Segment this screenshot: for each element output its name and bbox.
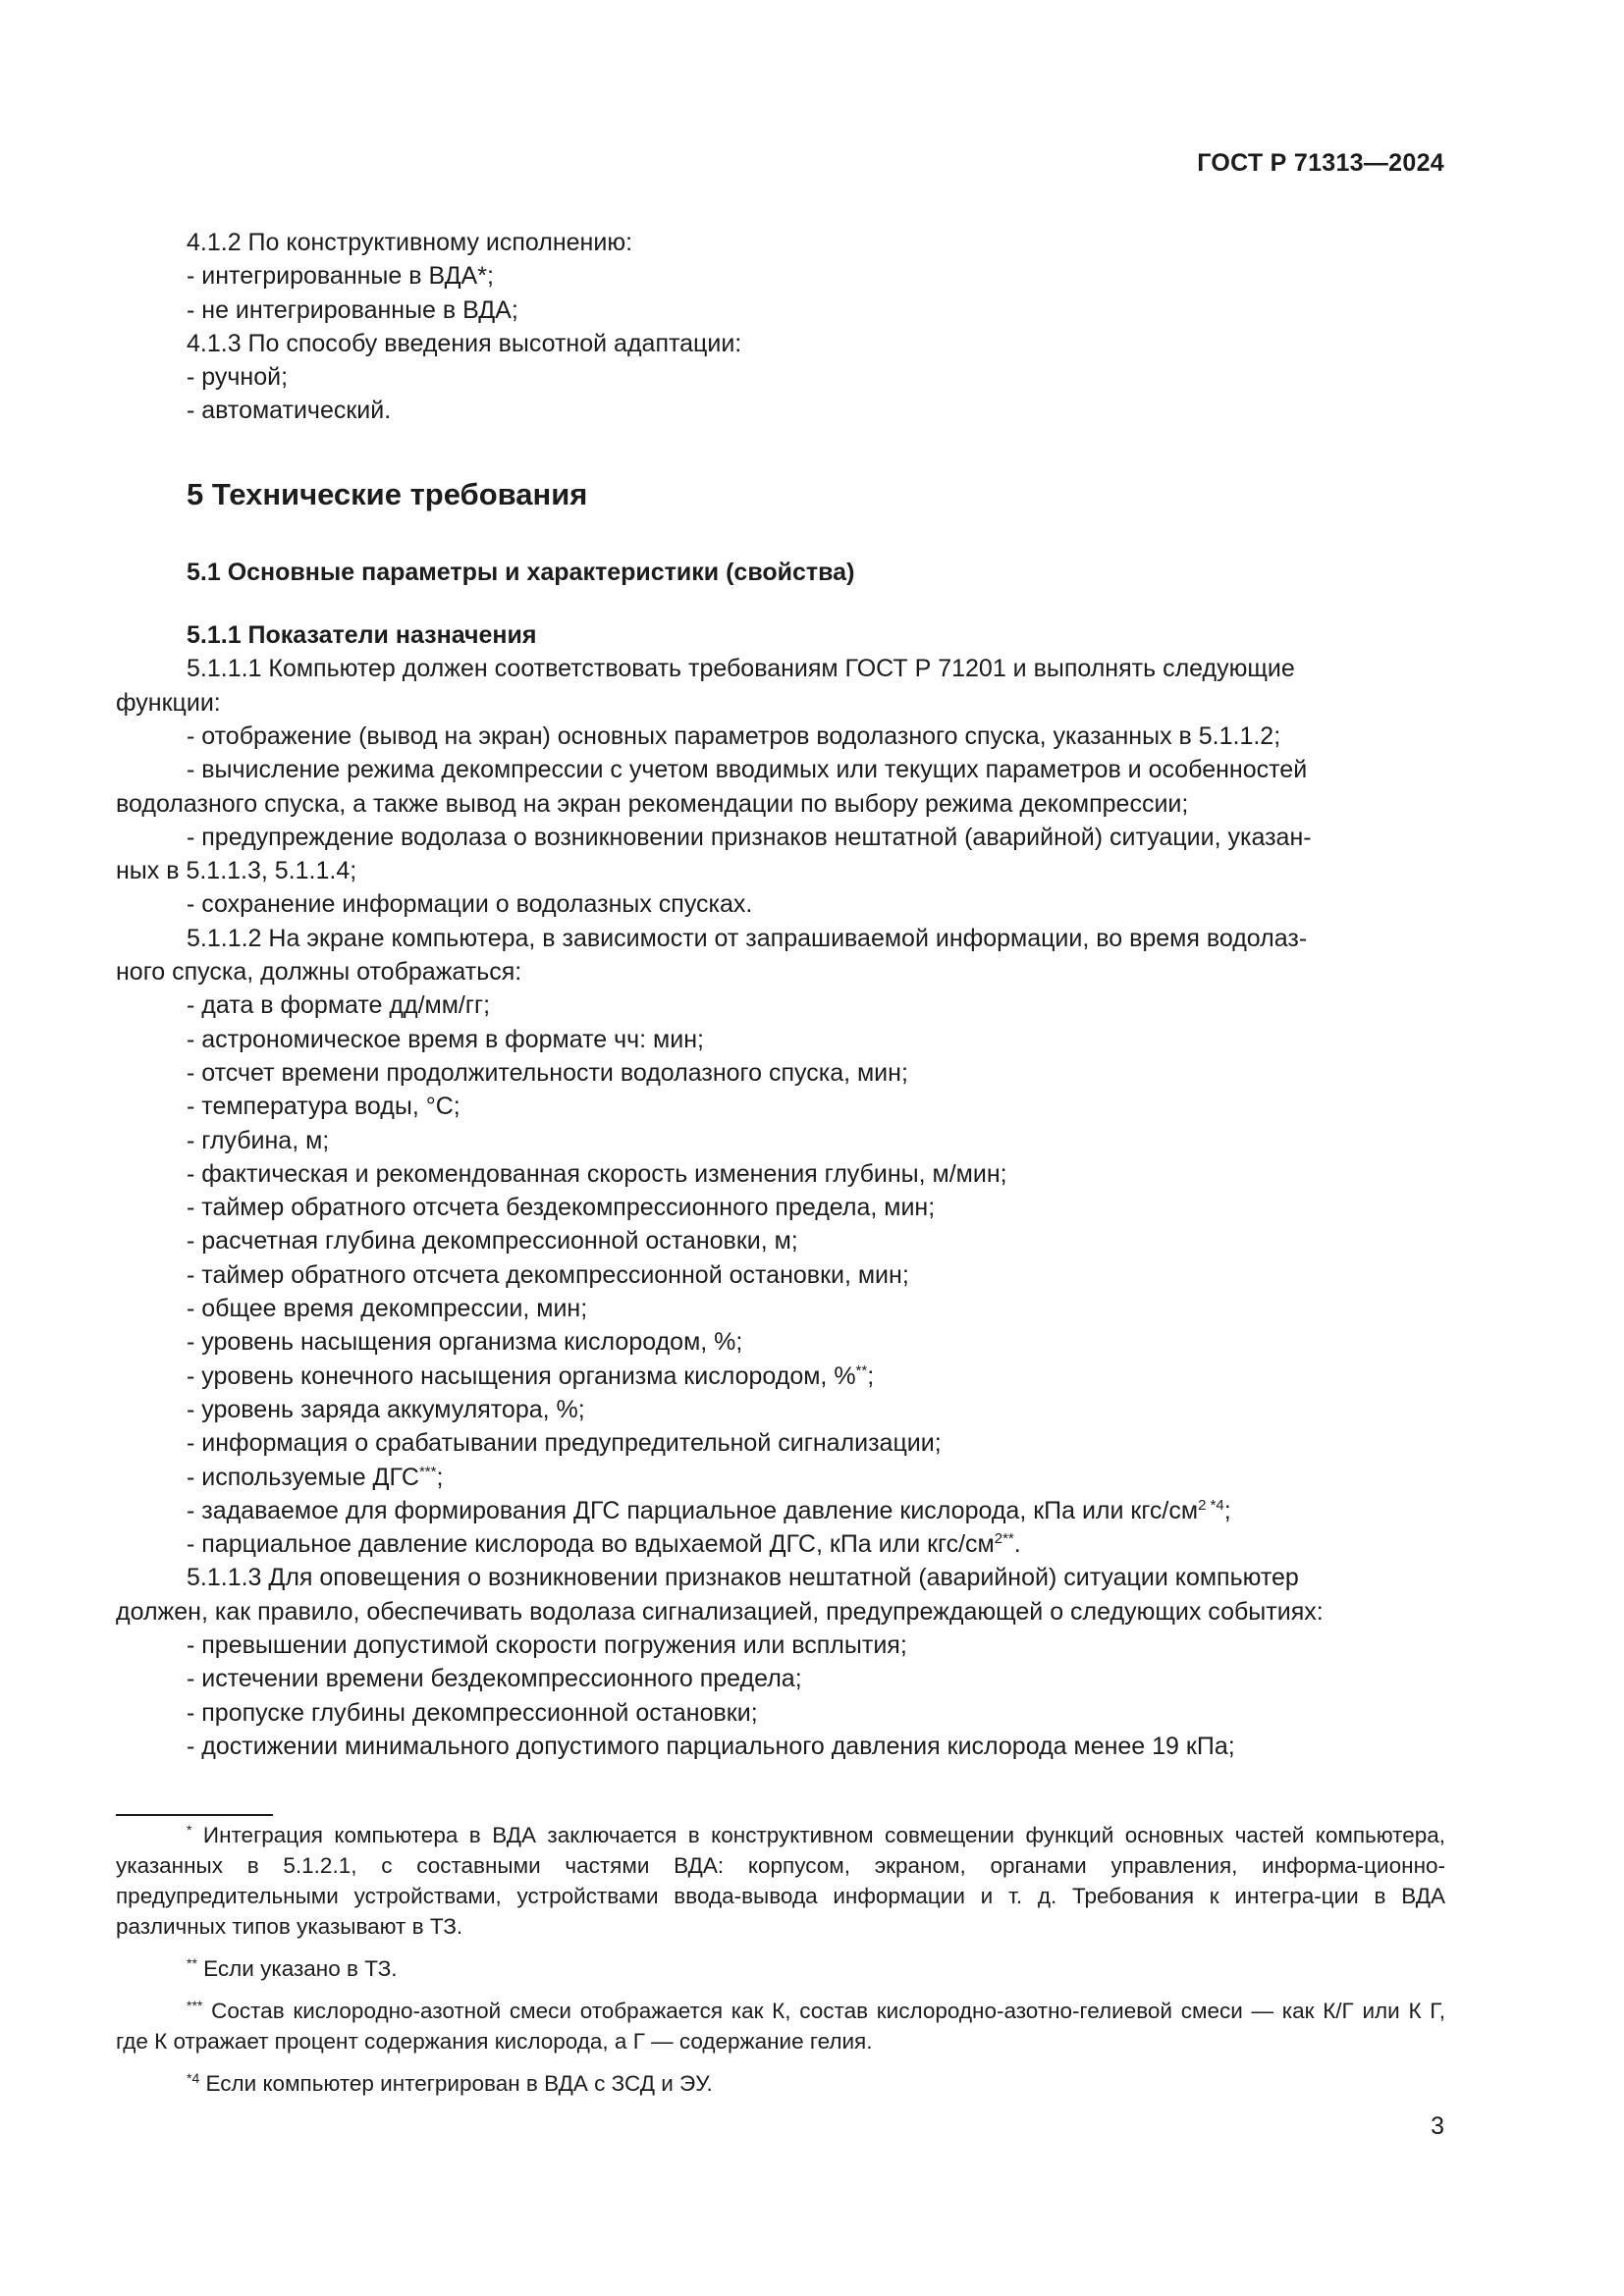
superscript: 2 *4 bbox=[1198, 1496, 1224, 1514]
clause-4-1-3: 4.1.3 По способу введения высотной адаптации: bbox=[187, 329, 742, 357]
section-5-heading: 5 Технические требования bbox=[187, 476, 588, 511]
list-item-continuation: ных в 5.1.1.3, 5.1.1.4; bbox=[116, 857, 357, 885]
footnote-ref: ** bbox=[855, 1362, 868, 1379]
list-item: - таймер обратного отсчета декомпрессионной остановки, мин; bbox=[187, 1260, 909, 1289]
list-item: - используемые ДГС***; bbox=[187, 1463, 444, 1491]
list-item: - истечении времени бездекомпрессионного предела; bbox=[187, 1665, 802, 1693]
list-item: - глубина, м; bbox=[187, 1126, 330, 1154]
clause-5-1-1-2: 5.1.1.2 На экране компьютера, в зависимости от запрашиваемой информации, во время водолаз- bbox=[187, 924, 1308, 952]
list-item: - вычисление режима декомпрессии с учетом вводимых или текущих параметров и особенностей bbox=[187, 756, 1308, 784]
list-item-continuation: водолазного спуска, а также вывод на экран рекомендации по выбору режима декомпрессии; bbox=[116, 789, 1189, 818]
list-item: - достижении минимального допустимого парциального давления кислорода менее 19 кПа; bbox=[187, 1732, 1235, 1760]
document-body bbox=[116, 226, 1445, 1763]
footnotes bbox=[116, 1820, 1445, 2099]
list-item: - отображение (вывод на экран) основных параметров водолазного спуска, указанных в 5.1.1.2; bbox=[187, 721, 1281, 750]
list-item: - расчетная глубина декомпрессионной остановки, м; bbox=[187, 1227, 798, 1255]
list-item: - превышении допустимой скорости погружения или всплытия; bbox=[187, 1630, 907, 1659]
list-item: - задаваемое для формирования ДГС парциальное давление кислорода, кПа или кгс/$см^{2 *4}$; bbox=[187, 1496, 1231, 1524]
clause-4-1-2: 4.1.2 По конструктивному исполнению: bbox=[187, 229, 633, 256]
clause-5-1-1-1: 5.1.1.1 Компьютер должен соответствовать требованиям ГОСТ Р 71201 и выполнять следующие bbox=[187, 655, 1295, 683]
list-item: - отсчет времени продолжительности водолазного спуска, мин; bbox=[187, 1058, 908, 1087]
list-item: - дата в формате дд/мм/гг; bbox=[187, 991, 491, 1020]
footnote-divider bbox=[116, 1814, 273, 1816]
list-item: - уровень конечного насыщения организма кислородом, %**; bbox=[187, 1362, 875, 1390]
footnote-1: * Интеграция компьютера в ВДА заключается в конструктивном совмещении функций основных частей компьютера, указанных в 5.1.2.1, с составными частями ВДА: корпусом, экраном, органами управления, информа-ционно-предупредительными устройствами, устройствами ввода-вывода информации и т. д. Требования к интегра-ции в ВДА различных типов указывают в ТЗ. bbox=[116, 1822, 1445, 1939]
standard-code-header: ГОСТ Р 71313—2024 bbox=[1197, 149, 1444, 177]
footnote-2: ** Если указано в ТЗ. bbox=[187, 1955, 398, 1981]
footnote-3: *** Состав кислородно-азотной смеси отображается как К, состав кислородно-азотно-гелиевой смеси — как К/Г или К Г, где К отражает процент содержания кислорода, а Г — содержание гелия. bbox=[116, 1998, 1445, 2054]
list-item: - таймер обратного отсчета бездекомпрессионного предела, мин; bbox=[187, 1194, 936, 1222]
footnote-ref: *** bbox=[418, 1463, 437, 1480]
list-item: - температура воды, °С; bbox=[187, 1093, 460, 1121]
list-item: - сохранение информации о водолазных спусках. bbox=[187, 890, 753, 919]
list-item: - парциальное давление кислорода во вдыхаемой ДГС, кПа или кгс/$см^{2**}$. bbox=[187, 1530, 1021, 1559]
list-item: - информация о срабатывании предупредительной сигнализации; bbox=[187, 1429, 942, 1458]
clause-5-1-1-3: 5.1.1.3 Для оповещения о возникновении признаков нештатной (аварийной) ситуации компьютер bbox=[187, 1564, 1299, 1592]
list-item: - астрономическое время в формате чч: мин; bbox=[187, 1025, 704, 1053]
page-number: 3 bbox=[1431, 2112, 1444, 2140]
list-item: - предупреждение водолаза о возникновении признаков нештатной (аварийной) ситуации, указан- bbox=[187, 823, 1312, 851]
list-item: - фактическая и рекомендованная скорость изменения глубины, м/мин; bbox=[187, 1159, 1007, 1188]
list-item: - общее время декомпрессии, мин; bbox=[187, 1295, 588, 1323]
list-item: - ручной; bbox=[187, 363, 289, 392]
list-item: - пропуске глубины декомпрессионной остановки; bbox=[187, 1698, 758, 1727]
superscript: 2** bbox=[994, 1530, 1014, 1548]
section-5-1-heading: 5.1 Основные параметры и характеристики (свойства) bbox=[187, 558, 855, 586]
footnote-4: $^{*4}$ Если компьютер интегрирован в ВДА с ЗСД и ЭУ. bbox=[187, 2070, 713, 2096]
list-item: - не интегрированные в ВДА; bbox=[187, 295, 518, 324]
list-item: - уровень заряда аккумулятора, %; bbox=[187, 1395, 585, 1423]
clause-continuation: функции: bbox=[116, 688, 221, 717]
list-item: - автоматический. bbox=[187, 397, 392, 425]
section-5-1-1-heading: 5.1.1 Показатели назначения bbox=[187, 621, 537, 650]
list-item: - интегрированные в ВДА*; bbox=[187, 262, 494, 291]
list-item: - уровень насыщения организма кислородом, %; bbox=[187, 1328, 743, 1357]
clause-continuation: должен, как правило, обеспечивать водолаза сигнализацией, предупреждающей о следующих событиях: bbox=[116, 1597, 1324, 1626]
clause-continuation: ного спуска, должны отображаться: bbox=[116, 958, 522, 987]
